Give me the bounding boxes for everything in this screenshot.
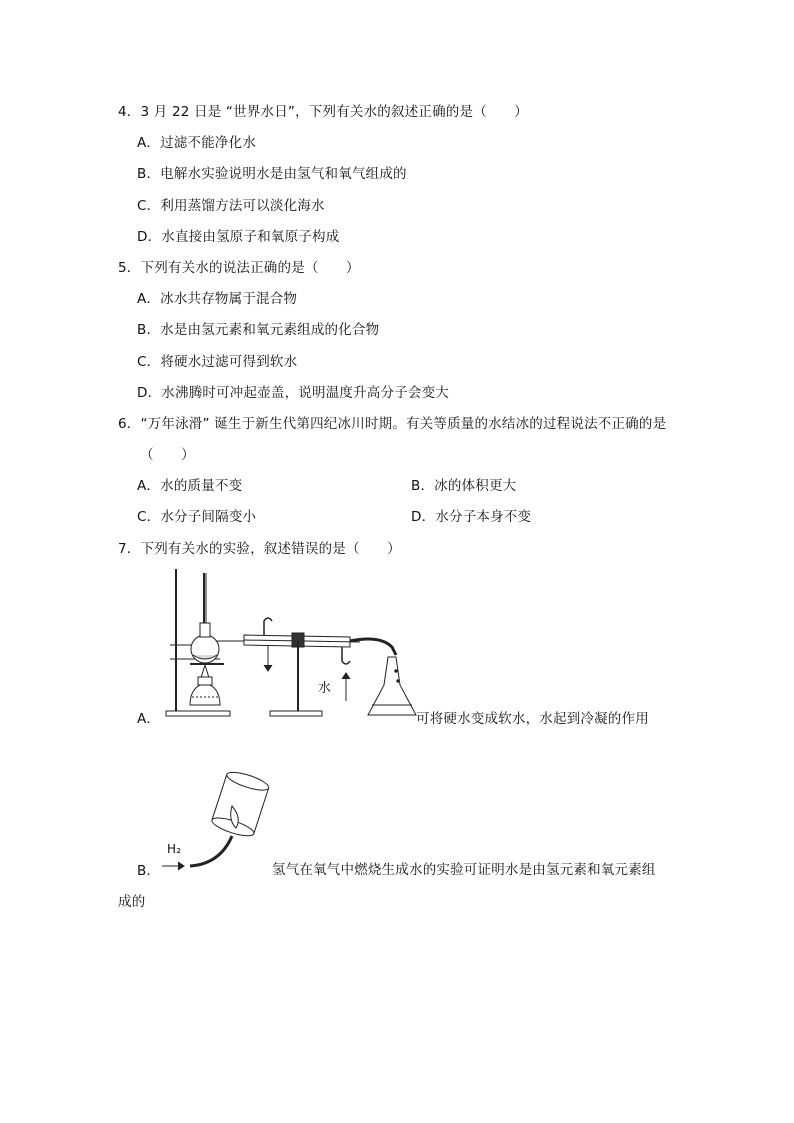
diagram-h2-label: H₂ (167, 842, 182, 856)
q5-option-d[interactable]: D．水沸腾时可冲起壶盖，说明温度升高分子会变大 (137, 385, 449, 401)
q4-option-b[interactable]: B．电解水实验说明水是由氢气和氧气组成的 (137, 166, 407, 182)
q5-option-b[interactable]: B．水是由氢元素和氧元素组成的化合物 (137, 322, 380, 338)
q7-option-b-letter[interactable]: B． (137, 863, 161, 879)
question-7-stem: 7．下列有关水的实验，叙述错误的是（ ） (118, 541, 401, 557)
distillation-apparatus-diagram (160, 565, 420, 720)
q7-option-a-text: 可将硬水变成软水，水起到冷凝的作用 (416, 711, 649, 727)
q5-option-c[interactable]: C．将硬水过滤可得到软水 (137, 354, 298, 370)
q4-option-c[interactable]: C．利用蒸馏方法可以淡化海水 (137, 198, 325, 214)
question-6-answer-paren: （ ） (140, 447, 195, 463)
q4-option-a[interactable]: A．过滤不能净化水 (137, 135, 257, 151)
diagram-water-label: 水 (318, 681, 332, 696)
q6-option-b[interactable]: B．冰的体积更大 (411, 478, 517, 494)
q4-option-d[interactable]: D．水直接由氢原子和氧原子构成 (137, 229, 340, 245)
hydrogen-combustion-diagram (160, 770, 280, 880)
q7-option-b-text-cont: 成的 (118, 894, 146, 910)
q6-option-a[interactable]: A．水的质量不变 (137, 478, 243, 494)
q5-option-a[interactable]: A．冰水共存物属于混合物 (137, 291, 298, 307)
question-6-stem: 6．“万年泳滑” 诞生于新生代第四纪冰川时期。有关等质量的水结冰的过程说法不正确的是 (118, 416, 667, 432)
q6-option-d[interactable]: D．水分子本身不变 (411, 509, 532, 525)
q7-option-b-text: 氢气在氧气中燃烧生成水的实验可证明水是由氢元素和氧元素组 (272, 862, 656, 878)
q6-option-c[interactable]: C．水分子间隔变小 (137, 509, 257, 525)
question-4-stem: 4．3 月 22 日是 “世界水日”，下列有关水的叙述正确的是（ ） (118, 104, 529, 120)
question-5-stem: 5．下列有关水的说法正确的是（ ） (118, 260, 360, 276)
q7-option-a-letter[interactable]: A． (137, 711, 161, 727)
